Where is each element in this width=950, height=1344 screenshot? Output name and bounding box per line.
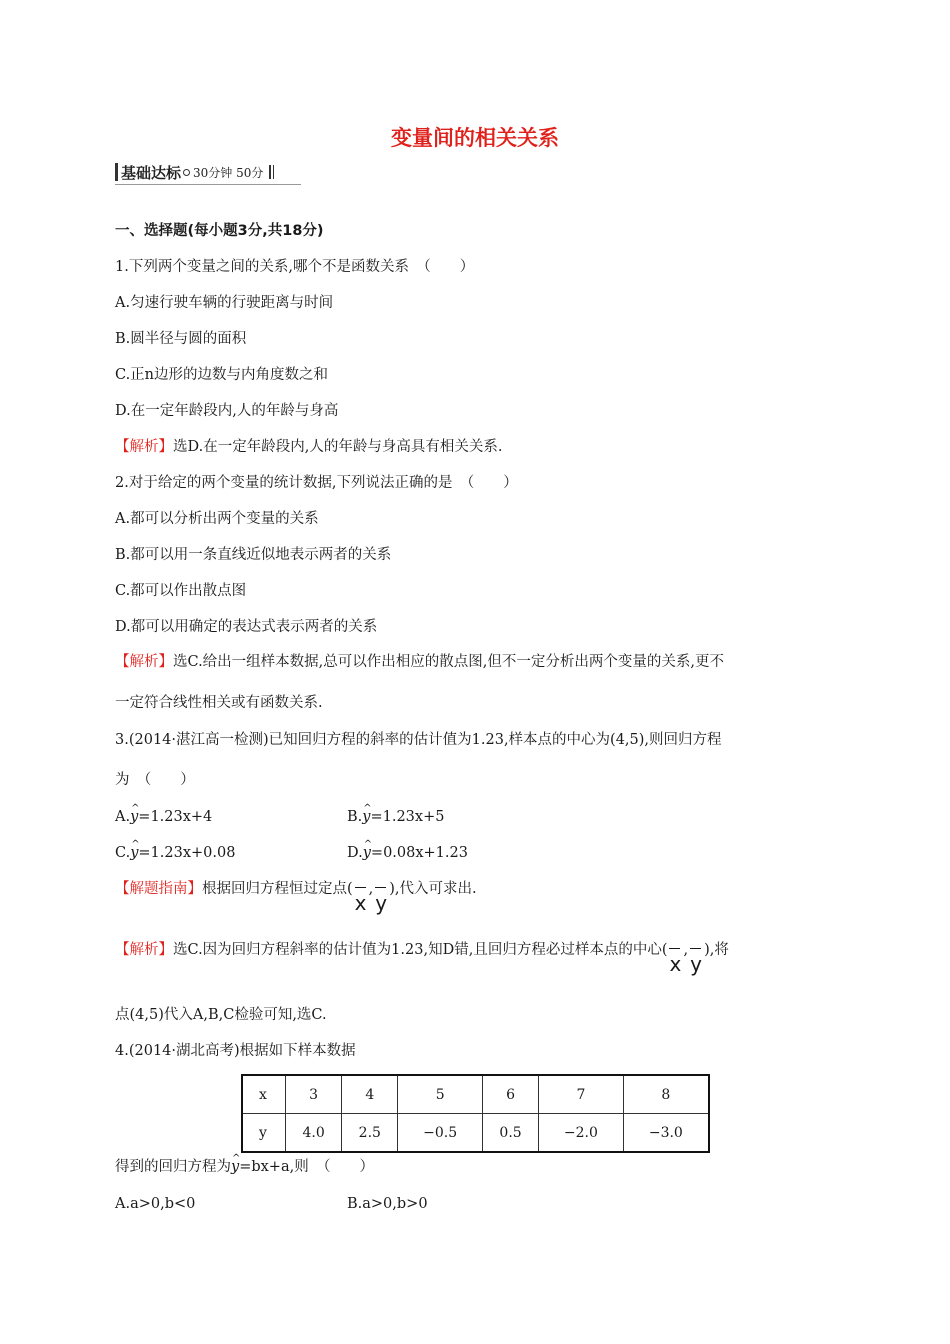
- table-cell: −2.0: [539, 1114, 624, 1153]
- q3-option-c: [115, 843, 235, 863]
- table-cell-y-label: y: [242, 1114, 286, 1153]
- table-cell: 4: [342, 1075, 398, 1114]
- q1-analysis: [115, 437, 502, 457]
- q3-option-d-text: =0.08x+1.23: [370, 845, 468, 861]
- badge-time: 30分钟 50分: [193, 165, 264, 180]
- badge-end-bar-thin: [273, 165, 274, 179]
- table-cell: 8: [623, 1075, 709, 1114]
- page-title: 变量间的相关关系: [391, 126, 559, 150]
- q1-analysis-text: 选D.在一定年龄段内,人的年龄与身高具有相关关系.: [173, 439, 503, 455]
- q4-stem: 4.(2014·湖北高考)根据如下样本数据: [115, 1043, 356, 1059]
- q2-option-b: B.都可以用一条直线近似地表示两者的关系: [115, 547, 392, 563]
- q1-option-b: B.圆半径与圆的面积: [115, 331, 247, 347]
- x-bar-symbol: [667, 940, 683, 976]
- table-cell: −3.0: [623, 1114, 709, 1153]
- q1-option-c: C.正n边形的边数与内角度数之和: [115, 367, 329, 383]
- badge-name: 基础达标: [121, 163, 182, 182]
- q3-analysis-tag: 【解析】: [115, 942, 173, 958]
- table-row-y: [242, 1114, 709, 1153]
- q3-option-a: [115, 807, 212, 827]
- y-hat-symbol: ^ y: [362, 807, 370, 827]
- table-cell: 2.5: [342, 1114, 398, 1153]
- table-cell: 6: [482, 1075, 538, 1114]
- y-hat-symbol: ^ y: [130, 843, 138, 863]
- comma: ,: [683, 942, 689, 958]
- table-cell: −0.5: [398, 1114, 483, 1153]
- table-cell: 4.0: [286, 1114, 342, 1153]
- x-bar-letter: x: [669, 952, 682, 976]
- q3-option-b-letter: B.: [347, 809, 363, 825]
- badge-divider: [115, 184, 301, 185]
- q1-option-a: A.匀速行驶车辆的行驶距离与时间: [115, 295, 334, 311]
- section-heading: 一、选择题(每小题3分,共18分): [115, 223, 324, 239]
- table-cell: 7: [539, 1075, 624, 1114]
- x-bar-symbol: [353, 879, 369, 915]
- table-cell: 3: [286, 1075, 342, 1114]
- y-bar-symbol: [688, 940, 704, 976]
- q2-option-c: C.都可以作出散点图: [115, 583, 247, 599]
- q3-guide-tag: 【解题指南】: [115, 881, 202, 897]
- q1-stem: 1.下列两个变量之间的关系,哪个不是函数关系 （ ）: [115, 259, 475, 275]
- comma: ,: [368, 881, 374, 897]
- q2-option-a: A.都可以分析出两个变量的关系: [115, 511, 319, 527]
- q2-option-d: D.都可以用确定的表达式表示两者的关系: [115, 619, 378, 635]
- q2-analysis-tag: 【解析】: [115, 654, 173, 670]
- q1-analysis-tag: 【解析】: [115, 439, 173, 455]
- table-row-x: [242, 1075, 709, 1114]
- y-bar-symbol: [373, 879, 389, 915]
- sample-data-table: [241, 1074, 710, 1153]
- level-badge: [115, 160, 274, 184]
- q1-option-d: D.在一定年龄段内,人的年龄与身高: [115, 403, 339, 419]
- q3-option-d: [347, 843, 468, 863]
- q2-analysis-text-1: 选C.给出一组样本数据,总可以作出相应的散点图,但不一定分析出两个变量的关系,更不: [173, 654, 725, 670]
- y-hat-symbol: ^ y: [130, 807, 138, 827]
- q3-stem-cont: 为 （ ）: [115, 772, 195, 788]
- q3-analysis-cont: 点(4,5)代入A,B,C检验可知,选C.: [115, 1007, 327, 1023]
- y-bar-letter: y: [375, 891, 388, 915]
- badge-end-bar: [269, 165, 271, 179]
- q3-option-a-text: =1.23x+4: [138, 809, 213, 825]
- q3-stem: 3.(2014·湛江高一检测)已知回归方程的斜率的估计值为1.23,样本点的中心为(4,5),则回归方程: [115, 732, 722, 748]
- q2-stem: 2.对于给定的两个变量的统计数据,下列说法正确的是 （ ）: [115, 475, 518, 491]
- badge-dot-icon: [183, 169, 190, 176]
- q3-guide-text: 根据回归方程恒过定点(: [202, 881, 353, 897]
- q3-option-b: [347, 807, 444, 827]
- q3-option-d-letter: D.: [347, 845, 363, 861]
- table-cell: 0.5: [482, 1114, 538, 1153]
- q4-question-text: 得到的回归方程为: [115, 1159, 231, 1175]
- q3-option-c-letter: C.: [115, 845, 131, 861]
- q3-option-a-letter: A.: [115, 809, 131, 825]
- x-bar-letter: x: [354, 891, 367, 915]
- q3-guide: [115, 879, 477, 915]
- y-bar-letter: y: [690, 952, 702, 976]
- q3-analysis-text: 选C.因为回归方程斜率的估计值为1.23,知D错,且回归方程必过样本点的中心(: [173, 942, 668, 958]
- q3-option-c-text: =1.23x+0.08: [138, 845, 236, 861]
- q4-option-b: B.a>0,b>0: [347, 1196, 428, 1212]
- q3-analysis-text-end: ),将: [704, 942, 729, 958]
- badge-left-bar: [115, 163, 118, 181]
- q3-option-b-text: =1.23x+5: [370, 809, 445, 825]
- q2-analysis-cont: 一定符合线性相关或有函数关系.: [115, 695, 323, 711]
- q3-guide-text-end: ),代入可求出.: [389, 881, 477, 897]
- q4-question: [115, 1157, 374, 1177]
- y-hat-symbol: ^ y: [363, 843, 371, 863]
- q4-option-a: A.a>0,b<0: [115, 1196, 196, 1212]
- q2-analysis: [115, 652, 724, 672]
- q3-analysis: [115, 940, 729, 976]
- q4-question-text-end: =bx+a,则 （ ）: [239, 1159, 374, 1175]
- table-cell: 5: [398, 1075, 483, 1114]
- y-hat-symbol: ^ y: [231, 1157, 239, 1177]
- table-cell-x-label: x: [242, 1075, 286, 1114]
